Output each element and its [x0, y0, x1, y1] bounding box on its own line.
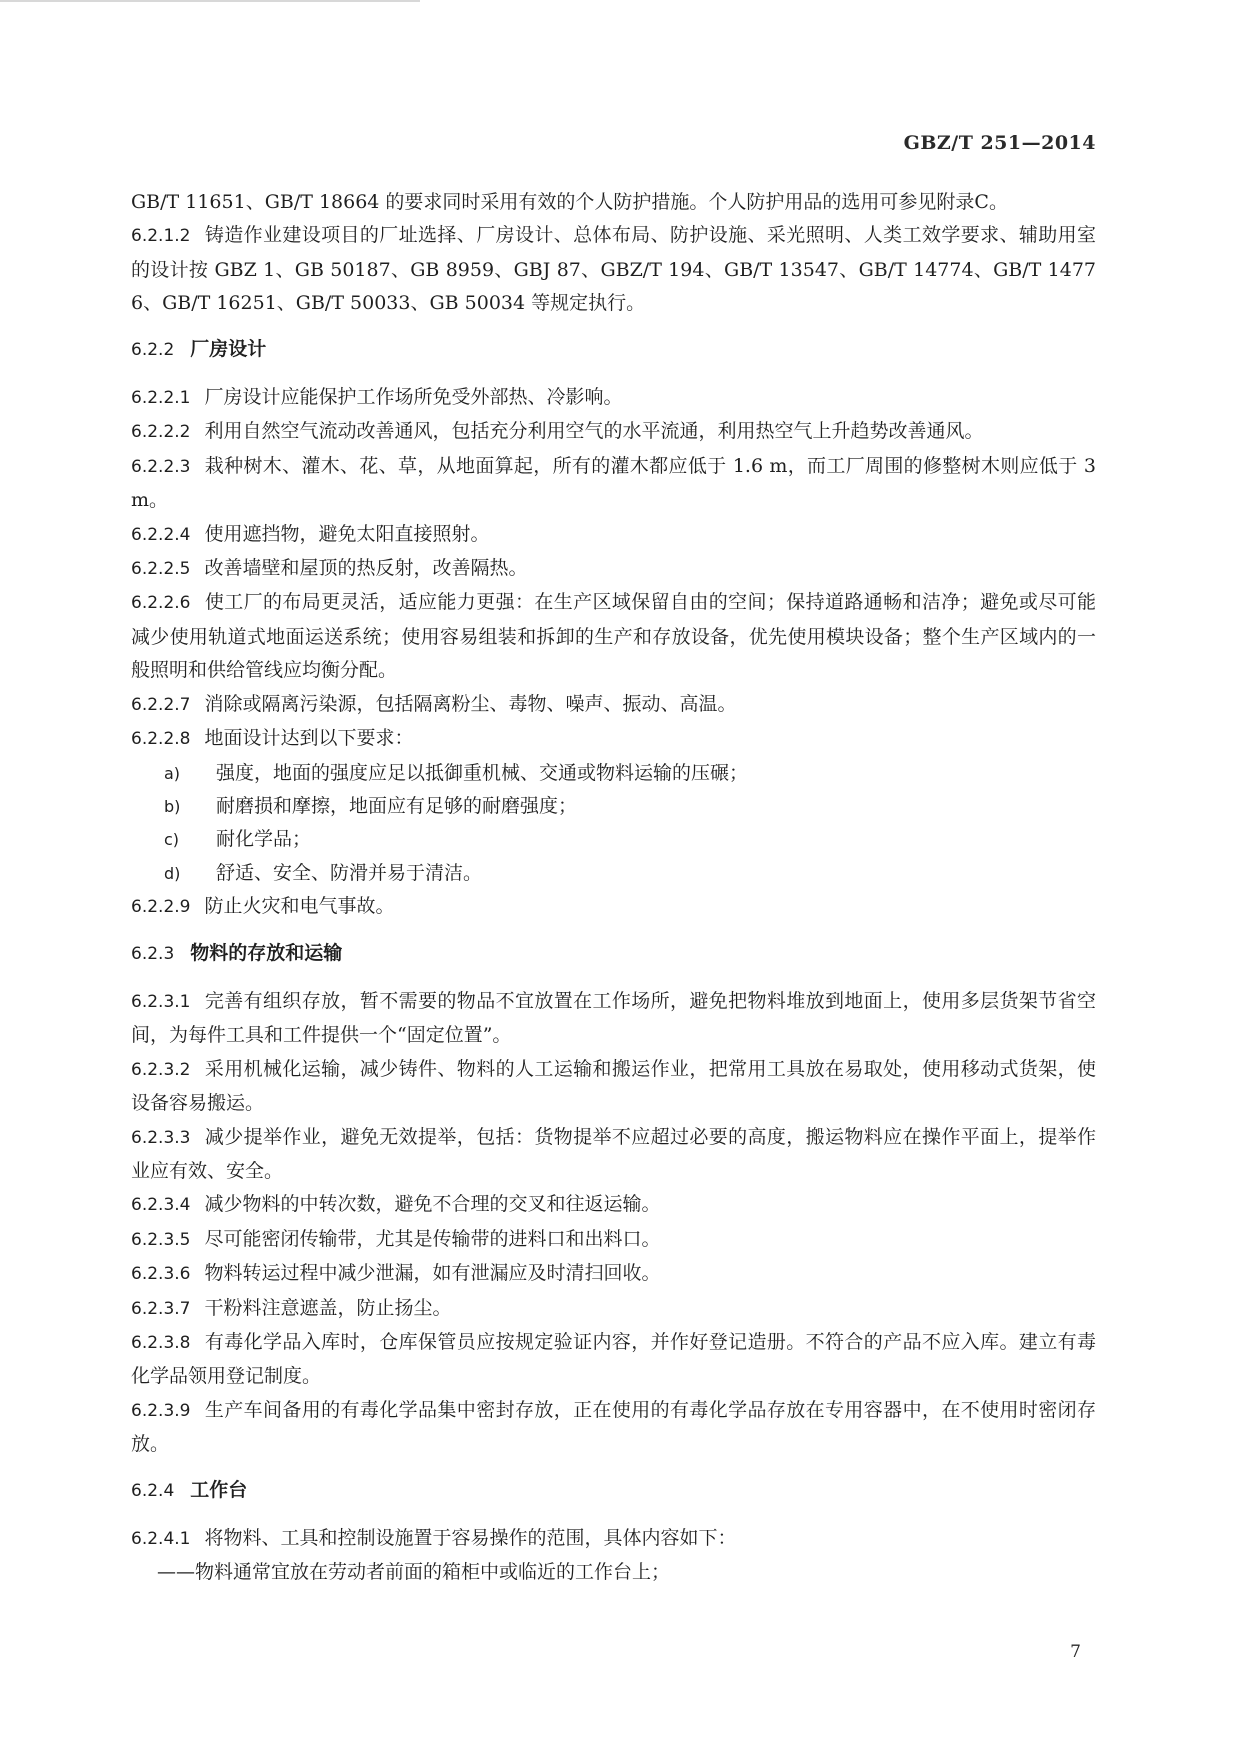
clause-6-2-3-6: [131, 1257, 1096, 1291]
clause-6-2-2-3: [131, 450, 1096, 518]
clause-6-2-3-3: [131, 1121, 1096, 1189]
clause-6-2-3-9: [131, 1394, 1096, 1462]
clause-number: 6.2.3.6: [131, 1264, 191, 1285]
page-content: [131, 186, 1096, 1590]
clause-6-2-3-7: [131, 1292, 1096, 1326]
clause-number: 6.2.3.7: [131, 1298, 191, 1319]
clause-number: 6.2.4.1: [131, 1529, 191, 1550]
section-title: 物料的存放和运输: [190, 941, 343, 964]
clause-text: 物料转运过程中减少泄漏，如有泄漏应及时清扫回收。: [204, 1262, 661, 1285]
clause-text: 改善墙壁和屋顶的热反射，改善隔热。: [204, 557, 528, 580]
clause-6-2-2-2: [131, 415, 1096, 449]
list-item: [131, 823, 1096, 856]
intro-paragraph: GB/T 11651、GB/T 18664 的要求同时采用有效的个人防护措施。个人防护用品的选用可参见附录C。: [131, 191, 1008, 213]
section-title: 厂房设计: [190, 337, 267, 360]
section-title: 工作台: [190, 1478, 248, 1501]
clause-6-2-3-4: [131, 1188, 1096, 1222]
clause-number: 6.2.2.9: [131, 897, 191, 918]
clause-6-2-2-4: [131, 518, 1096, 552]
clause-number: 6.2.2.8: [131, 729, 191, 750]
clause-text: 防止火灾和电气事故。: [204, 895, 395, 918]
list-item-text: 舒适、安全、防滑并易于清洁。: [216, 861, 483, 884]
clause-text: 厂房设计应能保护工作场所免受外部热、冷影响。: [204, 386, 623, 409]
clause-text: 栽种树木、灌木、花、草，从地面算起，所有的灌木都应低于 1.6 m，而工厂周围的修整树木则应低于 3 m。: [131, 454, 1096, 512]
clause-text: 尽可能密闭传输带，尤其是传输带的进料口和出料口。: [204, 1227, 661, 1250]
clause-6-2-2-7: [131, 688, 1096, 722]
clause-6-2-1-2: [131, 219, 1096, 320]
clause-6-2-4-1: [131, 1522, 1096, 1556]
clause-text: 减少提举作业，避免无效提举，包括：货物提举不应超过必要的高度，搬运物料应在操作平面上，提举作业应有效、安全。: [131, 1125, 1096, 1182]
clause-text: 有毒化学品入库时，仓库保管员应按规定验证内容，并作好登记造册。不符合的产品不应入库。建立有毒化学品领用登记制度。: [131, 1331, 1096, 1388]
list-item-label: a): [164, 763, 181, 783]
clause-6-2-3-1: [131, 985, 1096, 1053]
clause-number: 6.2.3.3: [131, 1127, 191, 1148]
list-item-text: 耐化学品；: [216, 828, 312, 851]
clause-text: 地面设计达到以下要求：: [204, 727, 414, 750]
clause-6-2-3-8: [131, 1326, 1096, 1394]
list-item: [131, 857, 1096, 890]
clause-text: 减少物料的中转次数，避免不合理的交叉和往返运输。: [204, 1193, 661, 1216]
clause-number: 6.2.2.7: [131, 694, 191, 715]
clause-6-2-3-5: [131, 1223, 1096, 1257]
clause-text: 使用遮挡物，避免太阳直接照射。: [204, 522, 490, 545]
clause-number: 6.2.2.6: [131, 593, 191, 614]
list-item: [131, 790, 1096, 823]
clause-text: 完善有组织存放，暂不需要的物品不宜放置在工作场所，避免把物料堆放到地面上，使用多层货架节省空间，为每件工具和工件提供一个“固定位置”。: [131, 989, 1096, 1047]
clause-number: 6.2.2.3: [131, 456, 191, 477]
section-heading-6-2-4: [131, 1474, 1096, 1508]
clause-text: 使工厂的布局更灵活，适应能力更强：在生产区域保留自由的空间；保持道路通畅和洁净；避免或尽可能减少使用轨道式地面运送系统；使用容易组装和拆卸的生产和存放设备，优先使用模块设备；整个生产区域内的一般照明和供给管线应均衡分配。: [131, 591, 1096, 682]
clause-text: 采用机械化运输，减少铸件、物料的人工运输和搬运作业，把常用工具放在易取处，使用移动式货架，使设备容易搬运。: [131, 1057, 1096, 1115]
list-item-label: b): [164, 796, 181, 816]
section-number: 6.2.4: [131, 1480, 175, 1501]
clause-number: 6.2.3.5: [131, 1229, 191, 1250]
clause-number: 6.2.2.2: [131, 422, 191, 443]
clause-6-2-2-1: [131, 381, 1096, 415]
clause-text: 将物料、工具和控制设施置于容易操作的范围，具体内容如下：: [204, 1527, 737, 1550]
clause-text: 铸造作业建设项目的厂址选择、厂房设计、总体布局、防护设施、采光照明、人类工效学要求、辅助用室的设计按 GBZ 1、GB 50187、GB 8959、GBJ 87、GBZ/T 194、GB/T 13547、GB/T 14774、GB/T 14776、GB/T 16251、GB/T 50033、GB 50034 等规定执行。: [131, 224, 1096, 315]
clause-6-2-2-5: [131, 552, 1096, 586]
section-heading-6-2-2: [131, 333, 1096, 367]
list-item: [131, 757, 1096, 790]
clause-text: 利用自然空气流动改善通风，包括充分利用空气的水平流通，利用热空气上升趋势改善通风。: [204, 420, 984, 443]
list-item-label: c): [164, 830, 180, 850]
clause-number: 6.2.2.5: [131, 559, 191, 580]
document-code-header: GBZ/T 251—2014: [903, 132, 1096, 154]
clause-6-2-3-2: [131, 1053, 1096, 1121]
scan-edge-line: [0, 0, 420, 2]
clause-number: 6.2.3.1: [131, 991, 191, 1012]
clause-6-2-2-8: [131, 722, 1096, 756]
clause-number: 6.2.3.9: [131, 1400, 191, 1421]
clause-number: 6.2.2.4: [131, 524, 191, 545]
list-item-text: 强度，地面的强度应足以抵御重机械、交通或物料运输的压碾；: [216, 761, 749, 784]
page-number: 7: [1070, 1642, 1081, 1662]
clause-text: 干粉料注意遮盖，防止扬尘。: [204, 1296, 452, 1319]
list-item-text: 耐磨损和摩擦，地面应有足够的耐磨强度；: [216, 794, 578, 817]
list-item-label: d): [164, 863, 181, 883]
clause-number: 6.2.3.2: [131, 1059, 191, 1080]
clause-number: 6.2.3.4: [131, 1195, 191, 1216]
clause-number: 6.2.2.1: [131, 388, 191, 409]
section-number: 6.2.2: [131, 339, 175, 360]
section-number: 6.2.3: [131, 943, 175, 964]
clause-text: 生产车间备用的有毒化学品集中密封存放，正在使用的有毒化学品存放在专用容器中，在不使用时密闭存放。: [131, 1398, 1096, 1456]
clause-number: 6.2.3.8: [131, 1333, 191, 1353]
clause-6-2-2-6: [131, 586, 1096, 687]
clause-6-2-2-9: [131, 890, 1096, 924]
clause-text: 消除或隔离污染源，包括隔离粉尘、毒物、噪声、振动、高温。: [204, 692, 737, 715]
dash-list-item: ——物料通常宜放在劳动者前面的箱柜中或临近的工作台上；: [157, 1561, 671, 1584]
clause-number: 6.2.1.2: [131, 226, 191, 247]
section-heading-6-2-3: [131, 937, 1096, 971]
